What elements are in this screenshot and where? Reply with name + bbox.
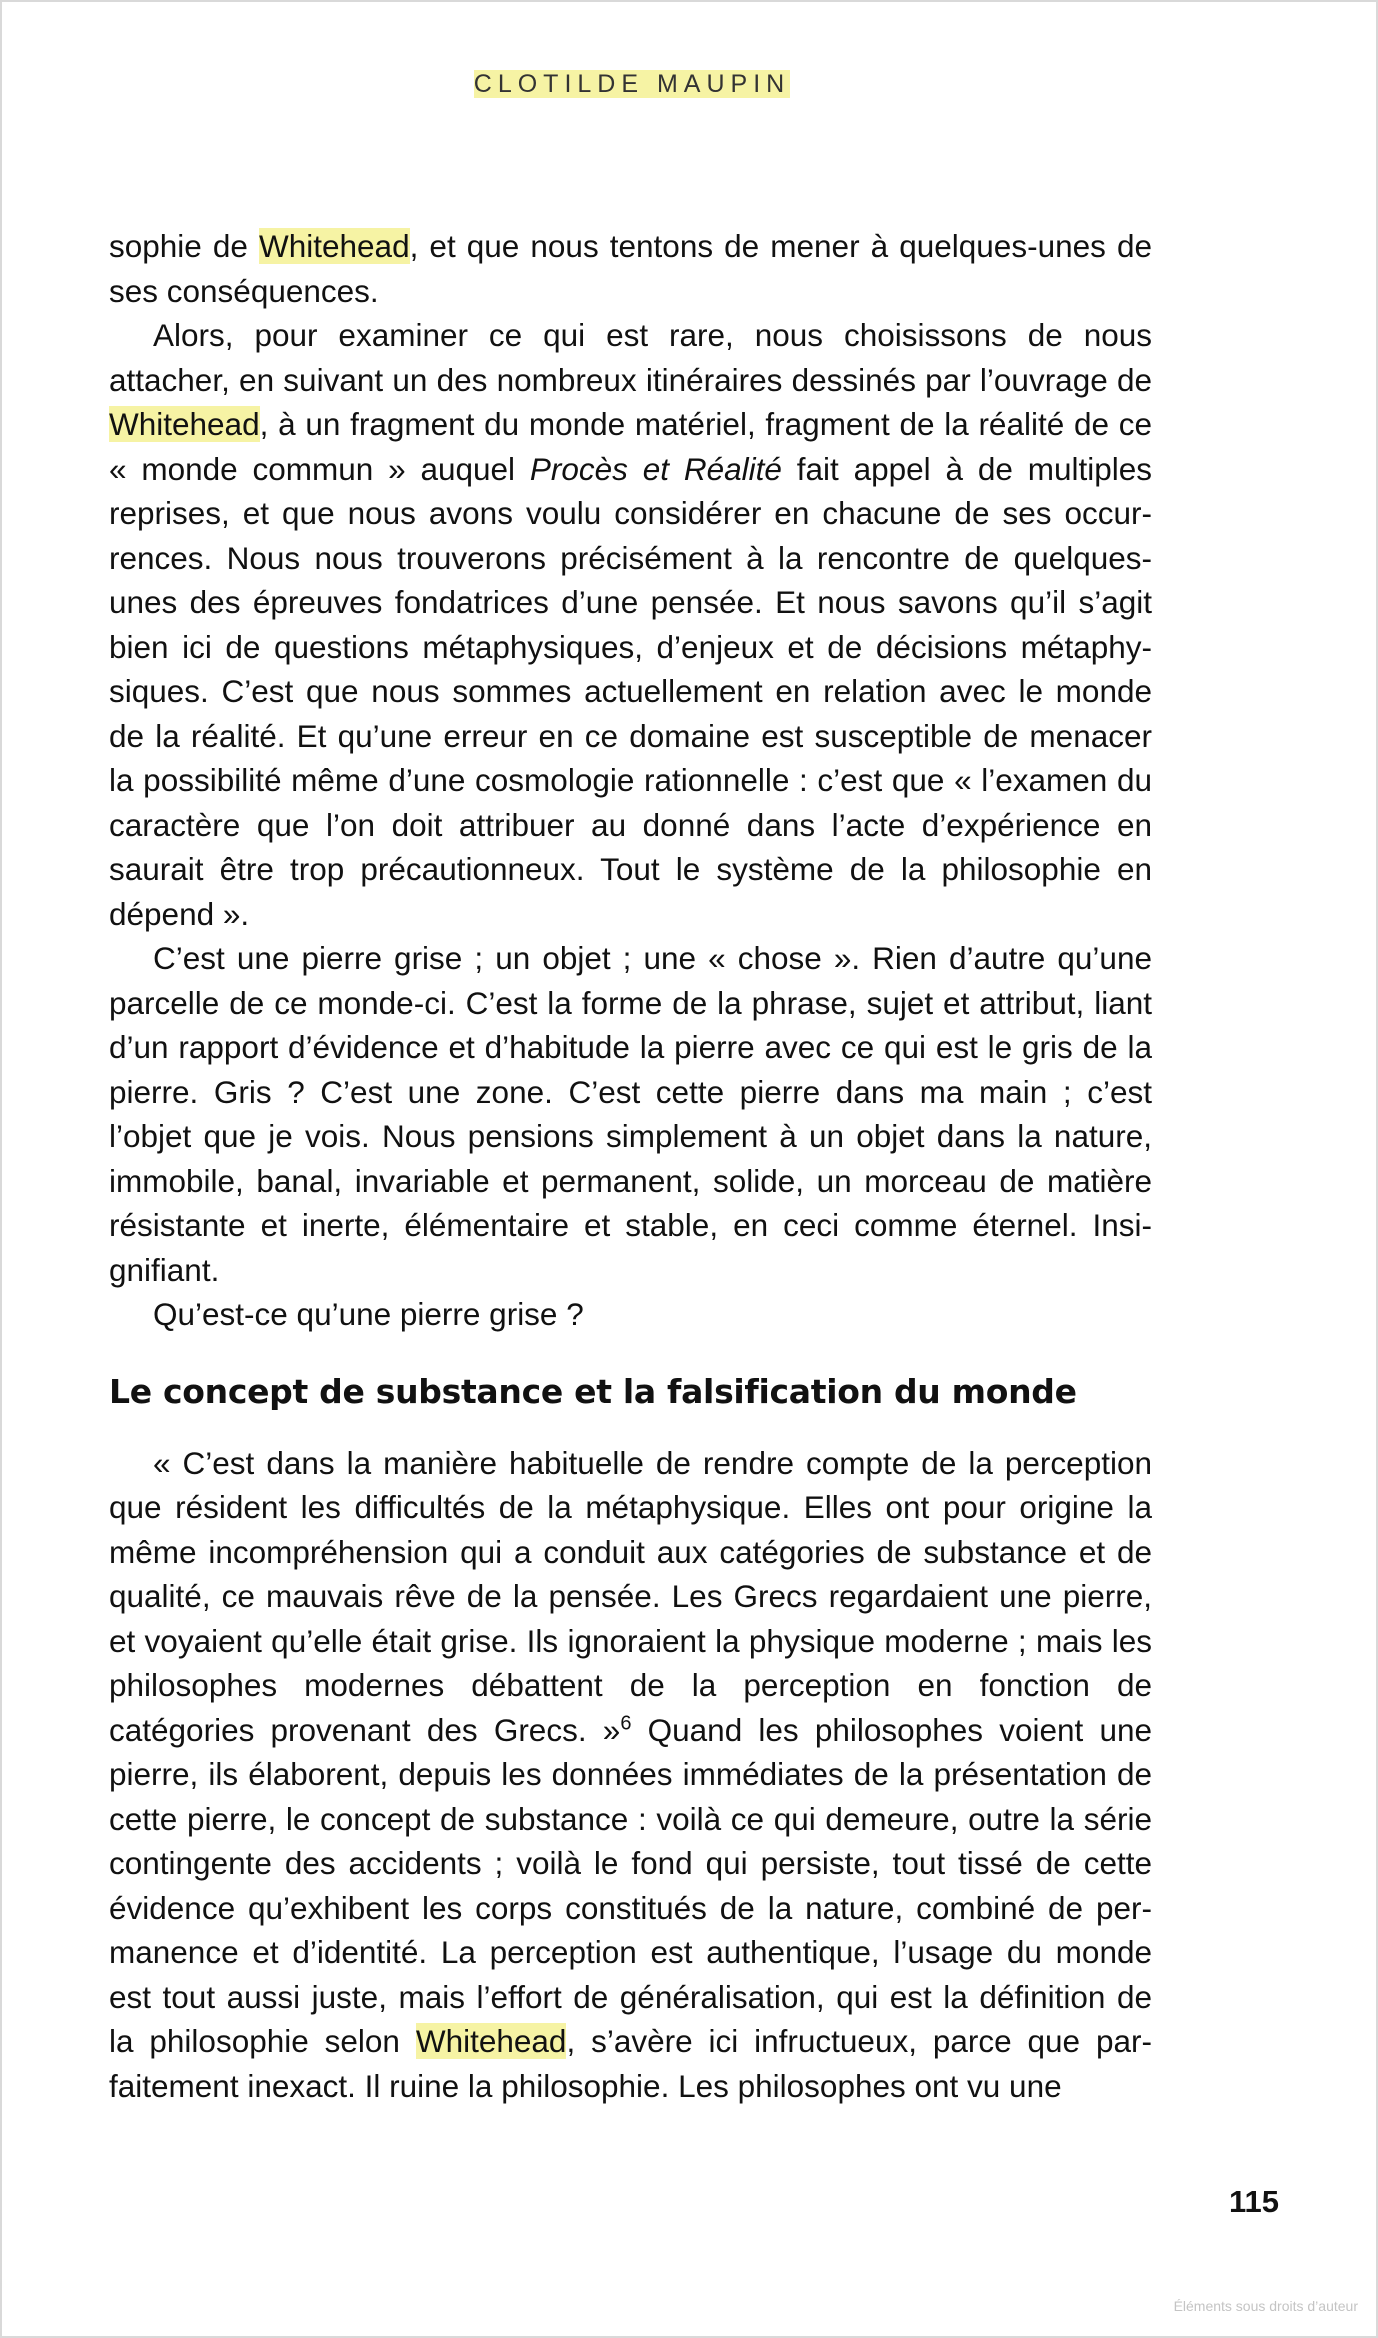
copyright-notice: Éléments sous droits d’auteur bbox=[1173, 2298, 1358, 2314]
paragraph-5-part-c: , s’avère ici infructueux, parce que parfaitement inexact. Il ruine la philosophie. Les philosophes ont vu une bbox=[109, 2023, 1152, 2104]
highlight-whitehead[interactable]: Whitehead bbox=[415, 2023, 567, 2059]
paragraph-1-before: sophie de bbox=[109, 228, 259, 264]
paragraph-2 bbox=[109, 313, 1152, 936]
footnote-marker[interactable]: 6 bbox=[620, 1712, 632, 1734]
paragraph-3: C’est une pierre grise ; un objet ; une « chose ». Rien d’autre qu’une parcelle de ce monde-ci. C’est la forme de la phrase, sujet et attribut, liant d’un rapport d’évidence et d’habitude la pierre avec ce qui est le gris de la pierre. Gris ? C’est une zone. C’est cette pierre dans ma main ; c’est l’objet que je vois. Nous pensions simplement à un objet dans la nature, immobile, banal, invariable et permanent, solide, un morceau de matière résistante et inerte, élémentaire et stable, en ceci comme éternel. Insignifiant. bbox=[109, 940, 1152, 1288]
paragraph-2-part-c: fait appel à de multiples reprises, et que nous avons voulu considérer en chacune de ses occurrences. Nous nous trouverons précisément à la rencontre de quelques-unes des épreuves fondatrices d’une pensée. Et nous savons qu’il s’agit bien ici de questions métaphysiques, d’enjeux et de décisions métaphysiques. C’est que nous sommes actuellement en relation avec le monde de la réalité. Et qu’une erreur en ce domaine est susceptible de menacer la possibilité même d’une cosmologie rationnelle : c’est que « l’examen du caractère que l’on doit attribuer au donné dans l’acte d’expérience en saurait être trop précautionneux. Tout le système de la philosophie en dépend ». bbox=[109, 450, 1152, 932]
paragraph-4: Qu’est-ce qu’une pierre grise ? bbox=[153, 1296, 584, 1332]
highlight-whitehead[interactable]: Whitehead bbox=[109, 406, 260, 442]
paragraph-5-part-b: Quand les philosophes voient une pierre, ils élaborent, depuis les données immédiates de la présentation de cette pierre, le concept de substance : voilà ce qui demeure, outre la série contingente des accidents ; voilà le fond qui persiste, tout tissé de cette évidence qu’exhibent les corps constitués de la nature, combiné de permanence et d’identité. La perception est authentique, l’usage du monde est tout aussi juste, mais l’effort de généralisation, qui est la définition de la philosophie selon bbox=[109, 1711, 1153, 2059]
running-head-text: CLOTILDE MAUPIN bbox=[473, 70, 791, 98]
page-number: 115 bbox=[1228, 2184, 1279, 2219]
paragraph-1 bbox=[109, 224, 1152, 313]
paragraph-2-part-a: Alors, pour examiner ce qui est rare, nous choisissons de nous attacher, en suivant un des nombreux itinéraires dessinés par l’ouvrage de bbox=[109, 317, 1152, 398]
book-title-italic: Procès et Réalité bbox=[529, 450, 782, 487]
running-head bbox=[2, 70, 1262, 99]
paragraph-1-after: , et que nous tentons de mener à quelques-unes de ses conséquences. bbox=[109, 228, 1152, 309]
paragraph-5-part-a: « C’est dans la manière habituelle de rendre compte de la perception que résident les difficultés de la métaphysique. Elles ont pour origine la même incompréhension qui a conduit aux catégories de substance et de qualité, ce mauvais rêve de la pensée. Les Grecs regardaient une pierre, et voyaient qu’elle était grise. Ils ignoraient la physique moderne ; mais les philosophes modernes débattent de la perception en fonction de catégories provenant des Grecs. » bbox=[109, 1444, 1152, 1748]
highlight-whitehead[interactable]: Whitehead bbox=[259, 228, 410, 264]
paragraph-5 bbox=[109, 1441, 1152, 2109]
body-text bbox=[109, 224, 1152, 2108]
section-title: Le concept de substance et la falsification du monde bbox=[109, 1371, 1077, 1411]
paragraph-2-part-b: , à un fragment du monde matériel, fragment de la réalité de ce « monde commun » auquel bbox=[109, 406, 1152, 487]
